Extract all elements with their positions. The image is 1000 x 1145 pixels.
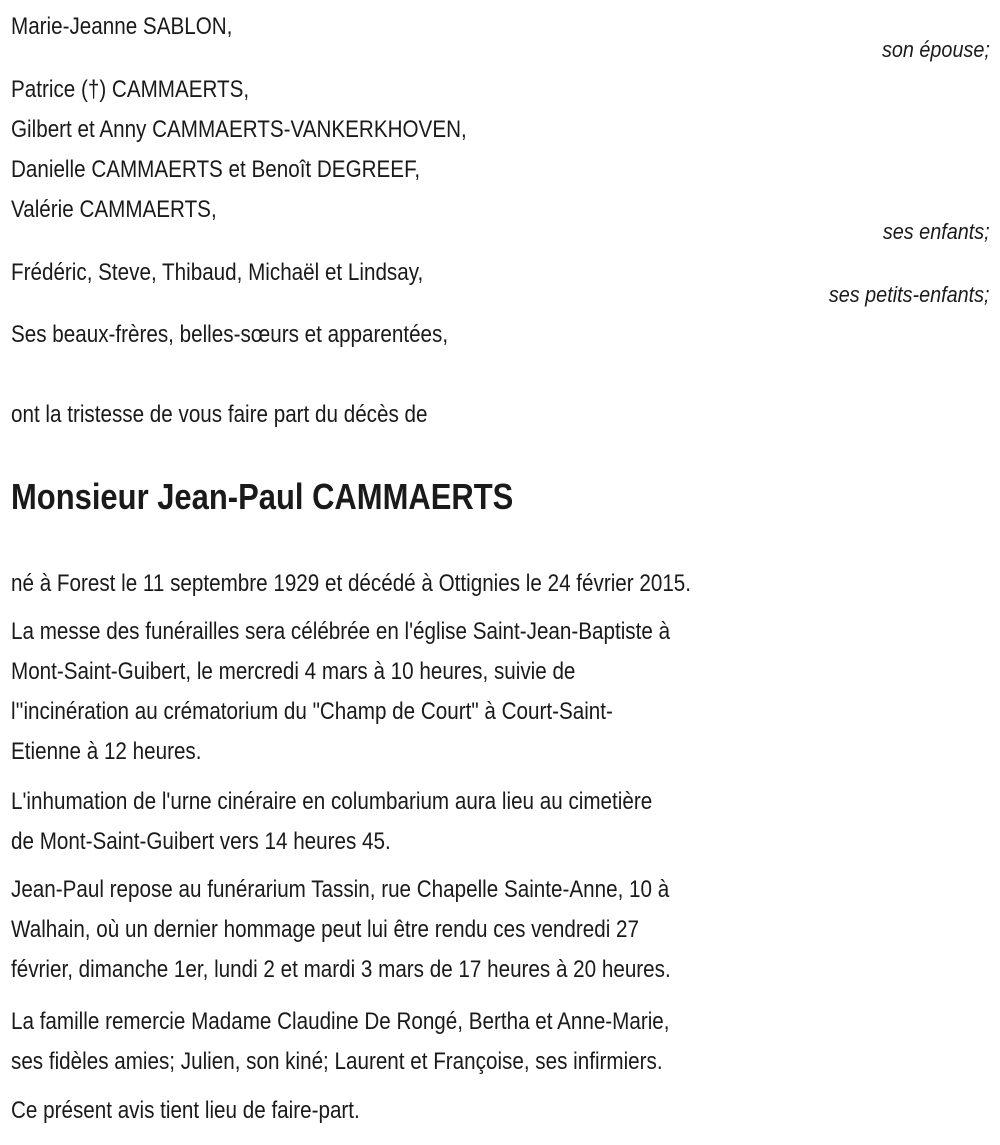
paragraph-line: février, dimanche 1er, lundi 2 et mardi 3 mars de 17 heures à 20 heures. xyxy=(11,956,671,983)
paragraph-line: La famille remercie Madame Claudine De Rongé, Bertha et Anne-Marie, xyxy=(11,1008,670,1035)
child-name: Gilbert et Anny CAMMAERTS-VANKERKHOVEN, xyxy=(11,116,467,143)
paragraph-line: Etienne à 12 heures. xyxy=(11,738,202,765)
grandchildren-role: ses petits-enfants; xyxy=(829,282,990,307)
announcement-text: ont la tristesse de vous faire part du décès de xyxy=(11,401,428,428)
paragraph-line: de Mont-Saint-Guibert vers 14 heures 45. xyxy=(11,828,391,855)
spouse-role: son épouse; xyxy=(882,37,990,62)
closing-paragraph xyxy=(11,1091,417,1131)
child-name: Valérie CAMMAERTS, xyxy=(11,196,217,223)
paragraph-line: Jean-Paul repose au funérarium Tassin, rue Chapelle Sainte-Anne, 10 à xyxy=(11,876,670,903)
children-role: ses enfants; xyxy=(883,219,990,244)
viewing-paragraph xyxy=(11,870,778,990)
paragraph-line: La messe des funérailles sera célébrée en l'église Saint-Jean-Baptiste à xyxy=(11,618,671,645)
paragraph-line: Ce présent avis tient lieu de faire-part. xyxy=(11,1097,360,1124)
child-name: Danielle CAMMAERTS et Benoît DEGREEF, xyxy=(11,156,421,183)
burial-paragraph xyxy=(11,782,757,862)
paragraph-line: L'inhumation de l'urne cinéraire en columbarium aura lieu au cimetière xyxy=(11,788,653,815)
paragraph-line: ses fidèles amies; Julien, son kiné; Laurent et Françoise, ses infirmiers. xyxy=(11,1048,663,1075)
birth-death-paragraph xyxy=(11,564,802,604)
spouse-name: Marie-Jeanne SABLON, xyxy=(11,13,233,40)
paragraph-line: Walhain, où un dernier hommage peut lui être rendu ces vendredi 27 xyxy=(11,916,639,943)
paragraph-line: Mont-Saint-Guibert, le mercredi 4 mars à 10 heures, suivie de xyxy=(11,658,576,685)
funeral-paragraph xyxy=(11,612,777,772)
paragraph-line: né à Forest le 11 septembre 1929 et décédé à Ottignies le 24 février 2015. xyxy=(11,570,692,597)
thanks-paragraph xyxy=(11,1002,777,1082)
deceased-name: Monsieur Jean-Paul CAMMAERTS xyxy=(11,476,514,517)
grandchildren-names: Frédéric, Steve, Thibaud, Michaël et Lindsay, xyxy=(11,259,424,286)
paragraph-line: l''incinération au crématorium du "Champ de Court" à Court-Saint- xyxy=(11,698,613,725)
in-laws: Ses beaux-frères, belles-sœurs et apparentées, xyxy=(11,321,449,348)
child-name: Patrice (†) CAMMAERTS, xyxy=(11,76,250,103)
